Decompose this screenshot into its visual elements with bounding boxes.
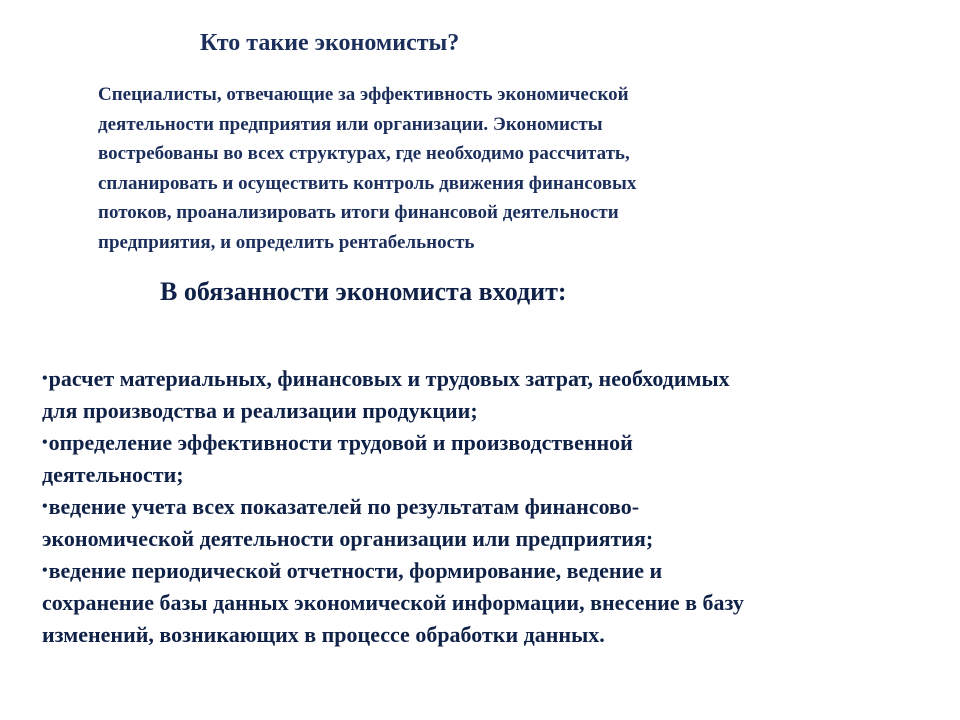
bullet-icon: • — [42, 498, 48, 515]
list-item — [42, 363, 922, 427]
list-item — [42, 427, 922, 491]
intro-line: потоков, проанализировать итоги финансовой деятельности — [98, 202, 619, 223]
page-title: Кто такие экономисты? — [200, 30, 460, 56]
duty-line: определение эффективности трудовой и производственной — [48, 430, 633, 455]
list-item — [42, 555, 922, 651]
intro-paragraph — [98, 80, 818, 257]
bullet-icon: • — [42, 562, 48, 579]
duty-line: экономической деятельности организации или предприятия; — [42, 526, 654, 551]
bullet-icon: • — [42, 370, 48, 387]
section-heading: В обязанности экономиста входит: — [160, 277, 567, 306]
intro-line: Специалисты, отвечающие за эффективность экономической — [98, 84, 629, 105]
intro-line: востребованы во всех структурах, где необходимо рассчитать, — [98, 143, 630, 164]
duty-line: ведение учета всех показателей по результатам финансово- — [48, 494, 640, 519]
duty-line: расчет материальных, финансовых и трудовых затрат, необходимых — [48, 366, 730, 391]
intro-line: спланировать и осуществить контроль движения финансовых — [98, 172, 637, 194]
duty-line: сохранение базы данных экономической информации, внесение в базу — [42, 590, 744, 615]
bullet-icon: • — [42, 434, 48, 451]
duty-line: ведение периодической отчетности, формирование, ведение и — [48, 558, 663, 583]
intro-line: предприятия, и определить рентабельность — [98, 231, 475, 253]
duty-line: для производства и реализации продукции; — [42, 398, 478, 423]
list-item — [42, 491, 922, 555]
duties-list — [42, 363, 922, 651]
duty-line: изменений, возникающих в процессе обработки данных. — [42, 622, 605, 647]
duty-line: деятельности; — [42, 462, 184, 487]
intro-line: деятельности предприятия или организации. Экономисты — [98, 113, 603, 135]
